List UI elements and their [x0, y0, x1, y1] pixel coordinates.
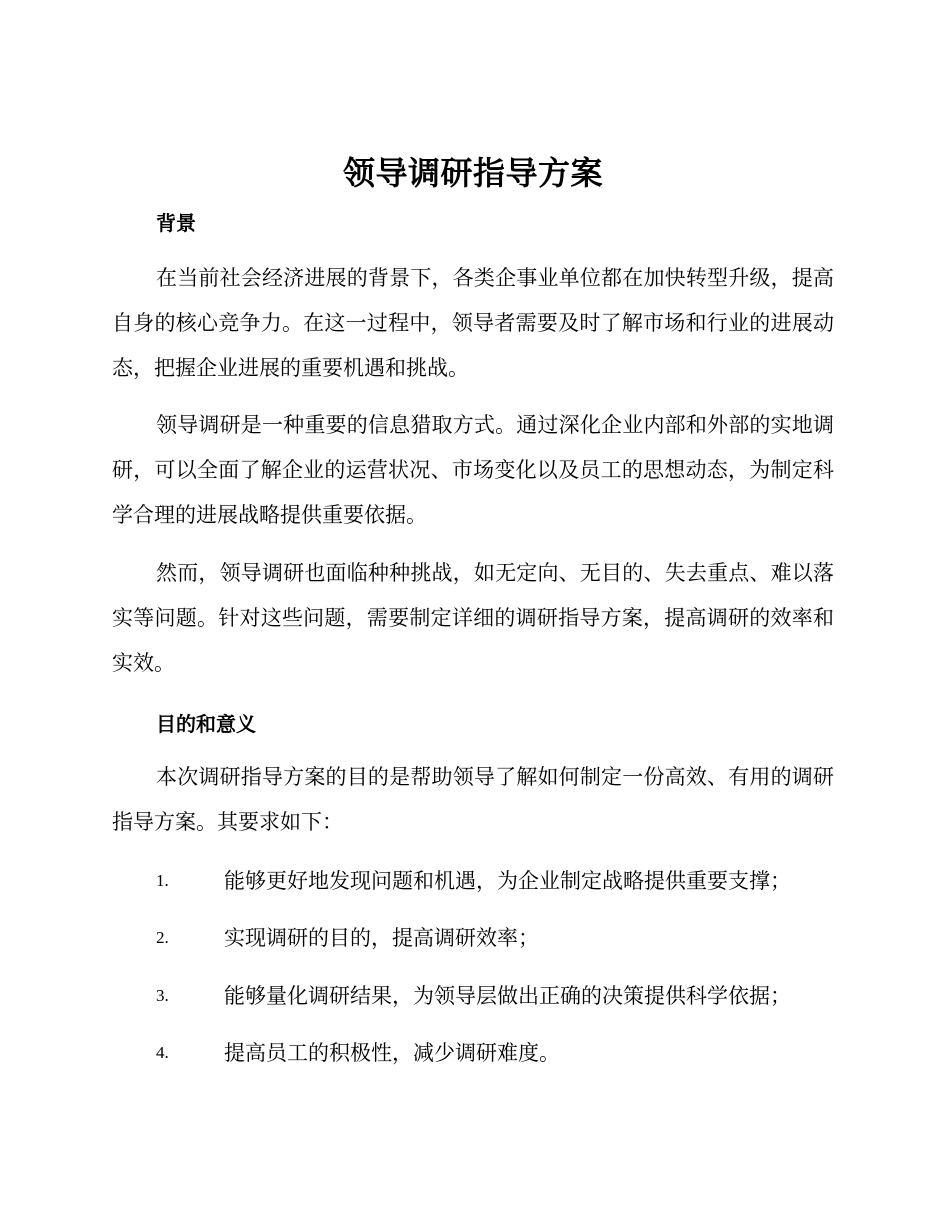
- section-heading-background: 背景: [156, 211, 196, 235]
- section-heading-purpose: 目的和意义: [156, 712, 256, 736]
- list-item-number: 4.: [156, 1043, 169, 1062]
- list-item-text: 提高员工的积极性，减少调研难度。: [224, 1041, 560, 1065]
- list-item-text: 实现调研的目的，提高调研效率；: [224, 926, 539, 950]
- background-paragraph-2: 领导调研是一种重要的信息猎取方式。通过深化企业内部和外部的实地调研，可以全面了解企业的运营状况、市场变化以及员工的思想动态，为制定科学合理的进展战略提供重要依据。: [112, 413, 834, 527]
- background-paragraph-3: 然而，领导调研也面临种种挑战，如无定向、无目的、失去重点、难以落实等问题。针对这些问题，需要制定详细的调研指导方案，提高调研的效率和实效。: [112, 561, 834, 675]
- list-item-number: 3.: [156, 986, 169, 1005]
- list-item-number: 2.: [156, 928, 169, 947]
- purpose-paragraph-1: 本次调研指导方案的目的是帮助领导了解如何制定一份高效、有用的调研指导方案。其要求如下：: [112, 765, 834, 834]
- list-item-text: 能够更好地发现问题和机遇，为企业制定战略提供重要支撑；: [224, 869, 791, 893]
- background-paragraph-1: 在当前社会经济进展的背景下，各类企事业单位都在加快转型升级，提高自身的核心竞争力。在这一过程中，领导者需要及时了解市场和行业的进展动态，把握企业进展的重要机遇和挑战。: [112, 266, 834, 380]
- list-item-text: 能够量化调研结果，为领导层做出正确的决策提供科学依据；: [224, 984, 791, 1008]
- list-item-number: 1.: [156, 871, 169, 890]
- document-title: 领导调研指导方案: [342, 154, 603, 192]
